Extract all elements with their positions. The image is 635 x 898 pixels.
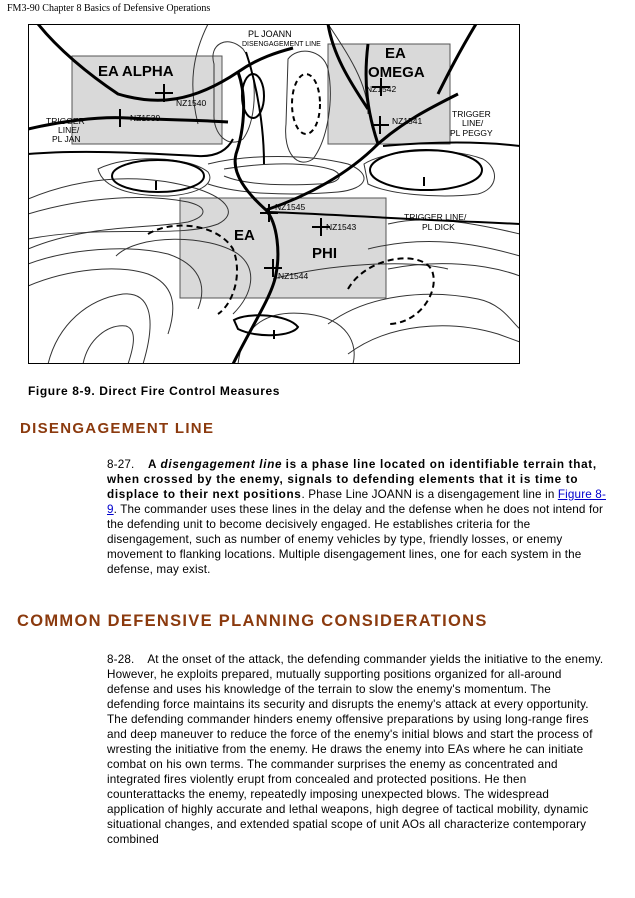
nz1545-label: NZ1545	[275, 202, 306, 212]
pl-joann-label: PL JOANN	[248, 29, 292, 39]
trigger-jan-line3: PL JAN	[52, 134, 81, 144]
paragraph-number: 8-27.	[107, 458, 135, 471]
trigger-peggy-line2: LINE/	[462, 118, 484, 128]
ea-omega-label-2: OMEGA	[368, 64, 425, 81]
paragraph-body: At the onset of the attack, the defending commander yields the initiative to the enemy. However, he exploits prepared, mutually supporting positions organized for all-around defense and uses his knowledge of the terrain to slow the enemy's momentum. The defending force maintains its security and disrupts the enemy's attack at every opportunity. The defending commander hinders enemy offensive preparations by using long-range fires and deep maneuver to reduce the force of the enemy's initial blows and start the process of wresting the initiative from the enemy. He draws the enemy into EAs where he can initiate combat on his own terms. The commander surprises the enemy as concentrated and integrated fires violently erupt from concealed and protected positions. He then counterattacks the enemy, repeatedly imposing unexpected blows. The widespread application of highly accurate and lethal weapons, high degree of tactical mobility, dynamic situational changes, and extended spatial scope of unit AOs all characterize contemporary combined	[107, 653, 604, 846]
ea-phi-label-1: EA	[234, 227, 255, 244]
nz1541-label: NZ1541	[392, 116, 423, 126]
nz1539-label: NZ1539	[130, 113, 161, 123]
ea-phi-label-2: PHI	[312, 245, 338, 262]
disengagement-line-label: DISENGAGEMENT LINE	[242, 41, 321, 48]
defined-term: disengagement line	[160, 458, 283, 471]
fire-control-map	[28, 24, 520, 364]
trigger-jan-line2: LINE/	[58, 125, 80, 135]
planning-considerations-heading: COMMON DEFENSIVE PLANNING CONSIDERATIONS	[17, 612, 488, 630]
trigger-jan-line1: TRIGGER	[46, 116, 85, 126]
body-text-before-link: . Phase Line JOANN is a disengagement line in	[301, 488, 558, 501]
disengagement-line-heading: DISENGAGEMENT LINE	[20, 420, 215, 437]
nz1540-label: NZ1540	[176, 98, 207, 108]
ea-alpha-label: EA ALPHA	[98, 63, 174, 80]
lead-word: A	[147, 458, 158, 471]
figure-caption: Figure 8-9. Direct Fire Control Measures	[28, 384, 281, 398]
figure-8-9-link[interactable]: Figure 8-9	[107, 488, 606, 516]
trigger-dick-line1: TRIGGER LINE/	[404, 212, 467, 222]
trigger-peggy-line3: PL PEGGY	[450, 128, 493, 138]
nz1542-label: NZ1542	[366, 84, 397, 94]
trigger-dick-line2: PL DICK	[422, 222, 455, 232]
trigger-peggy-line1: TRIGGER	[452, 109, 491, 119]
body-text-after-link: . The commander uses these lines in the delay and the defense when he does not intend for the defending unit to become decisively engaged. He establishes criteria for the disengagement, such as number of enemy vehicles by type, friendly losses, or enemy movement to flanking locations. Multiple disengagement lines, one for each system in the defense, may exist.	[107, 503, 604, 576]
paragraph-8-27	[107, 457, 607, 577]
ea-omega-label-1: EA	[385, 45, 406, 62]
paragraph-8-28	[107, 652, 607, 847]
nz1544-label: NZ1544	[278, 271, 309, 281]
definition-text: is a phase line located on identifiable terrain that, when crossed by the enemy, signals to defending elements that it is time to displace to their next positions	[107, 458, 597, 501]
paragraph-number: 8-28.	[107, 653, 135, 666]
nz1543-label: NZ1543	[326, 222, 357, 232]
running-header: FM3-90 Chapter 8 Basics of Defensive Operations	[7, 3, 211, 14]
